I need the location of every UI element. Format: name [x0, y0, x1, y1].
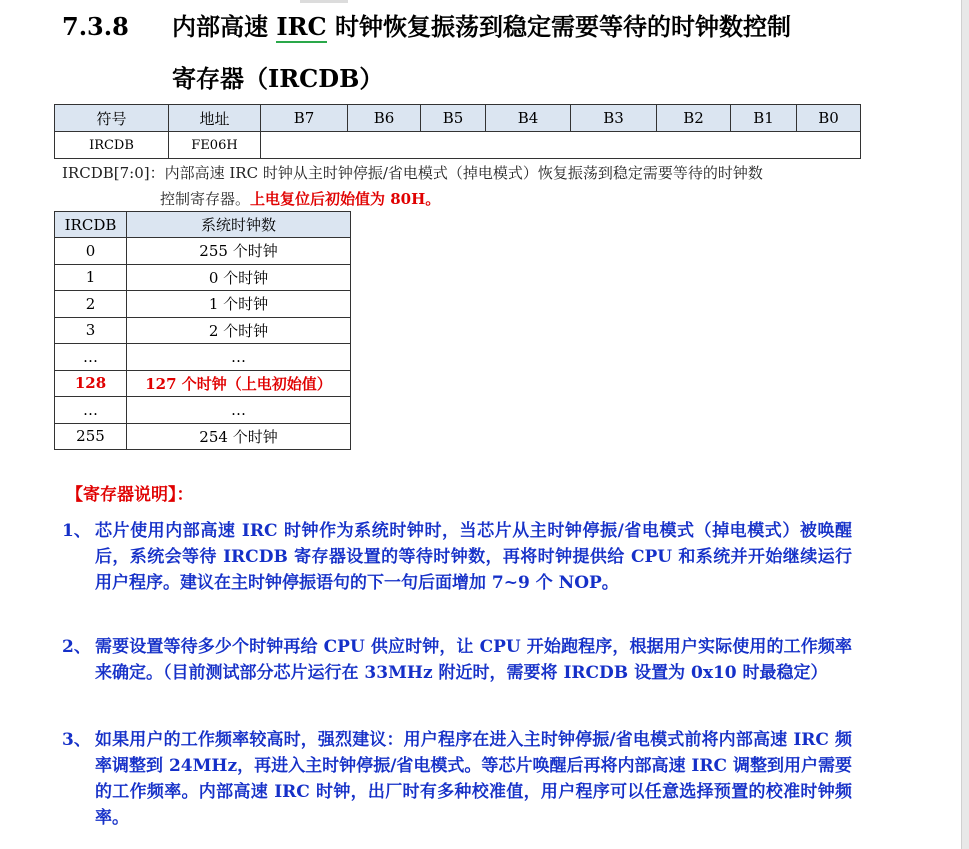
register-table-header: [55, 105, 861, 132]
clocks-cell: 0 个时钟: [127, 264, 351, 291]
header-cell: 系统时钟数: [127, 212, 351, 238]
spellcheck-underlined-word: IRC: [276, 12, 327, 41]
table-row: [55, 397, 351, 424]
header-cell: B3: [571, 105, 657, 132]
description-line2: 控制寄存器。上电复位后初始值为 80H。: [160, 190, 441, 208]
section-title-line2: 寄存器（IRCDB）: [172, 64, 384, 93]
section-title-line1: 内部高速 IRC 时钟恢复振荡到稳定需要等待的时钟数控制: [172, 12, 791, 41]
table-row: [55, 344, 351, 371]
note-number: 3、: [62, 730, 91, 750]
symbol-cell: IRCDB: [55, 132, 169, 159]
note-number: 1、: [62, 521, 91, 541]
table-row: [55, 317, 351, 344]
value-cell: 3: [55, 317, 127, 344]
header-cell: B2: [657, 105, 731, 132]
table-row: [55, 264, 351, 291]
header-cell: B0: [797, 105, 861, 132]
clocks-cell: 127 个时钟（上电初始值）: [127, 370, 351, 397]
page-top-tab: [300, 0, 348, 3]
value-cell: …: [55, 344, 127, 371]
header-cell: B6: [348, 105, 421, 132]
reset-value-note: 上电复位后初始值为 80H。: [250, 190, 441, 208]
notes-title: 【寄存器说明】：: [66, 485, 194, 505]
table-row: [55, 291, 351, 318]
header-cell: 符号: [55, 105, 169, 132]
section-number: 7.3.8: [62, 12, 129, 41]
table-row: [55, 238, 351, 265]
note-item-1: [62, 518, 852, 596]
value-cell: 0: [55, 238, 127, 265]
value-cell: 1: [55, 264, 127, 291]
description-line1: IRCDB[7:0]：内部高速 IRC 时钟从主时钟停振/省电模式（掉电模式）恢复振荡到稳定需要等待的时钟数: [62, 164, 763, 182]
note-text: 如果用户的工作频率较高时，强烈建议：用户程序在进入主时钟停振/省电模式前将内部高速 IRC 频率调整到 24MHz，再进入主时钟停振/省电模式。等芯片唤醒后再将内部高速 IRC 调整到用户需要的工作频率。内部高速 IRC 时钟，出厂时有多种校准值，用户程序可以任意选择预置的校准时钟频率。: [95, 730, 852, 828]
value-cell: …: [55, 397, 127, 424]
clocks-cell: 255 个时钟: [127, 238, 351, 265]
value-cell: 255: [55, 423, 127, 450]
table-row: [55, 423, 351, 450]
register-description: [62, 160, 862, 212]
register-table-row: [55, 132, 861, 159]
register-table: [54, 104, 861, 159]
value-table-header: [55, 212, 351, 238]
ircdb-value-table: [54, 211, 351, 450]
value-cell: 128: [55, 370, 127, 397]
header-cell: IRCDB: [55, 212, 127, 238]
header-cell: 地址: [169, 105, 261, 132]
note-text: 需要设置等待多少个时钟再给 CPU 供应时钟，让 CPU 开始跑程序，根据用户实际使用的工作频率来确定。（目前测试部分芯片运行在 33MHz 附近时，需要将 IRCDB 设置为 0x10 时最稳定）: [95, 637, 852, 683]
clocks-cell: 2 个时钟: [127, 317, 351, 344]
header-cell: B4: [486, 105, 571, 132]
header-cell: B1: [731, 105, 797, 132]
viewer-scrollbar-gutter[interactable]: [961, 0, 969, 849]
table-row-default: [55, 370, 351, 397]
bits-cell: [261, 132, 861, 159]
note-text: 芯片使用内部高速 IRC 时钟作为系统时钟时，当芯片从主时钟停振/省电模式（掉电模式）被唤醒后，系统会等待 IRCDB 寄存器设置的等待时钟数，再将时钟提供给 CPU 和系统并开始继续运行用户程序。建议在主时钟停振语句的下一句后面增加 7~9 个 NOP。: [95, 521, 852, 593]
clocks-cell: …: [127, 397, 351, 424]
note-item-2: [62, 634, 852, 686]
address-cell: FE06H: [169, 132, 261, 159]
note-item-3: [62, 727, 852, 831]
note-number: 2、: [62, 637, 91, 657]
clocks-cell: …: [127, 344, 351, 371]
header-cell: B7: [261, 105, 348, 132]
clocks-cell: 254 个时钟: [127, 423, 351, 450]
header-cell: B5: [421, 105, 486, 132]
value-cell: 2: [55, 291, 127, 318]
clocks-cell: 1 个时钟: [127, 291, 351, 318]
